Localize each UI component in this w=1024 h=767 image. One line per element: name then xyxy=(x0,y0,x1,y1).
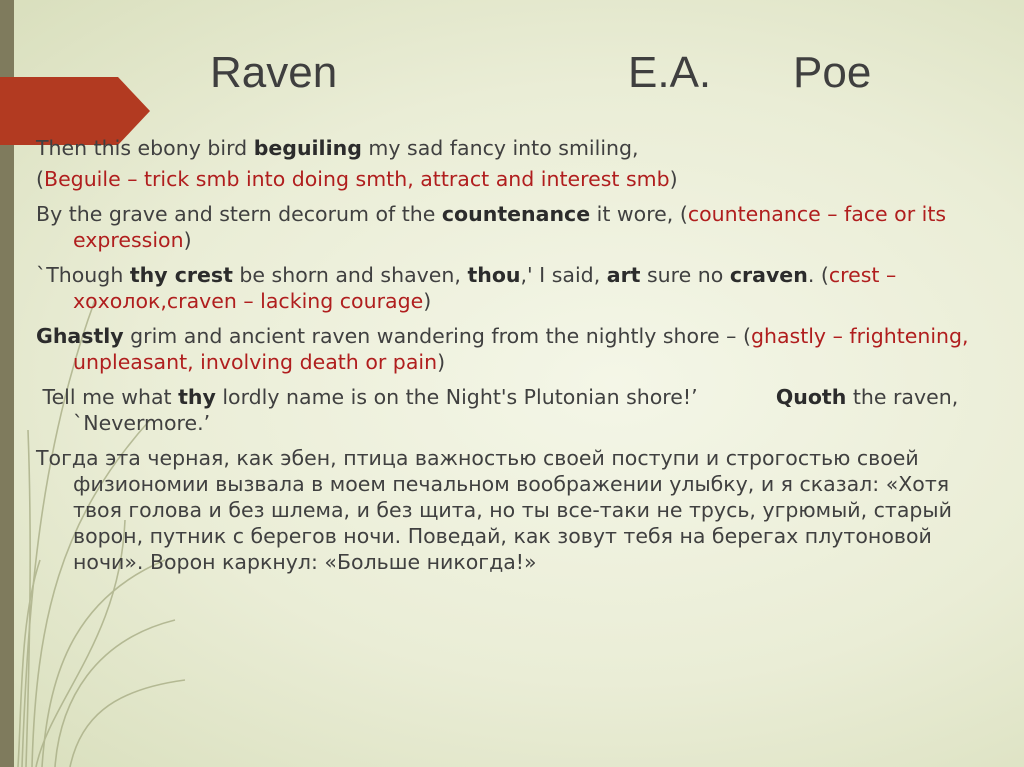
russian-translation: Тогда эта черная, как эбен, птица важностью своей поступи и строгостью своей физиономии вызвала в моем печальном воображении улыбку, и я сказал: «Хотя твоя голова и без шлема, и без щита, но ты все-таки не трусь, угрюмый, старый ворон, путник с берегов ночи. Поведай, как зовут тебя на берегах плутоновой ночи». Ворон каркнул: «Больше никогда!» xyxy=(36,446,952,574)
line-6: Tell me what thy lordly name is on the Night's Plutonian shore!’ Quoth the raven, `Nevermore.’ xyxy=(36,385,965,435)
slide-title xyxy=(0,40,1024,110)
title-poe: Poe xyxy=(793,48,872,97)
title-initials: E.A. xyxy=(628,48,712,97)
line-5: Ghastly grim and ancient raven wandering from the nightly shore – (ghastly – frightening, unpleasant, involving death or pain) xyxy=(36,324,969,374)
slide-body xyxy=(36,135,1001,584)
line-1: Then this ebony bird beguiling my sad fancy into smiling, xyxy=(36,136,639,160)
line-3: By the grave and stern decorum of the countenance it wore, (countenance – face or its expression) xyxy=(36,202,947,252)
title-raven: Raven xyxy=(210,48,338,97)
line-4: `Though thy crest be shorn and shaven, thou,' I said, art sure no craven. (crest – хохолок,craven – lacking courage) xyxy=(36,263,897,313)
line-2: (Beguile – trick smb into doing smth, attract and interest smb) xyxy=(36,167,678,191)
